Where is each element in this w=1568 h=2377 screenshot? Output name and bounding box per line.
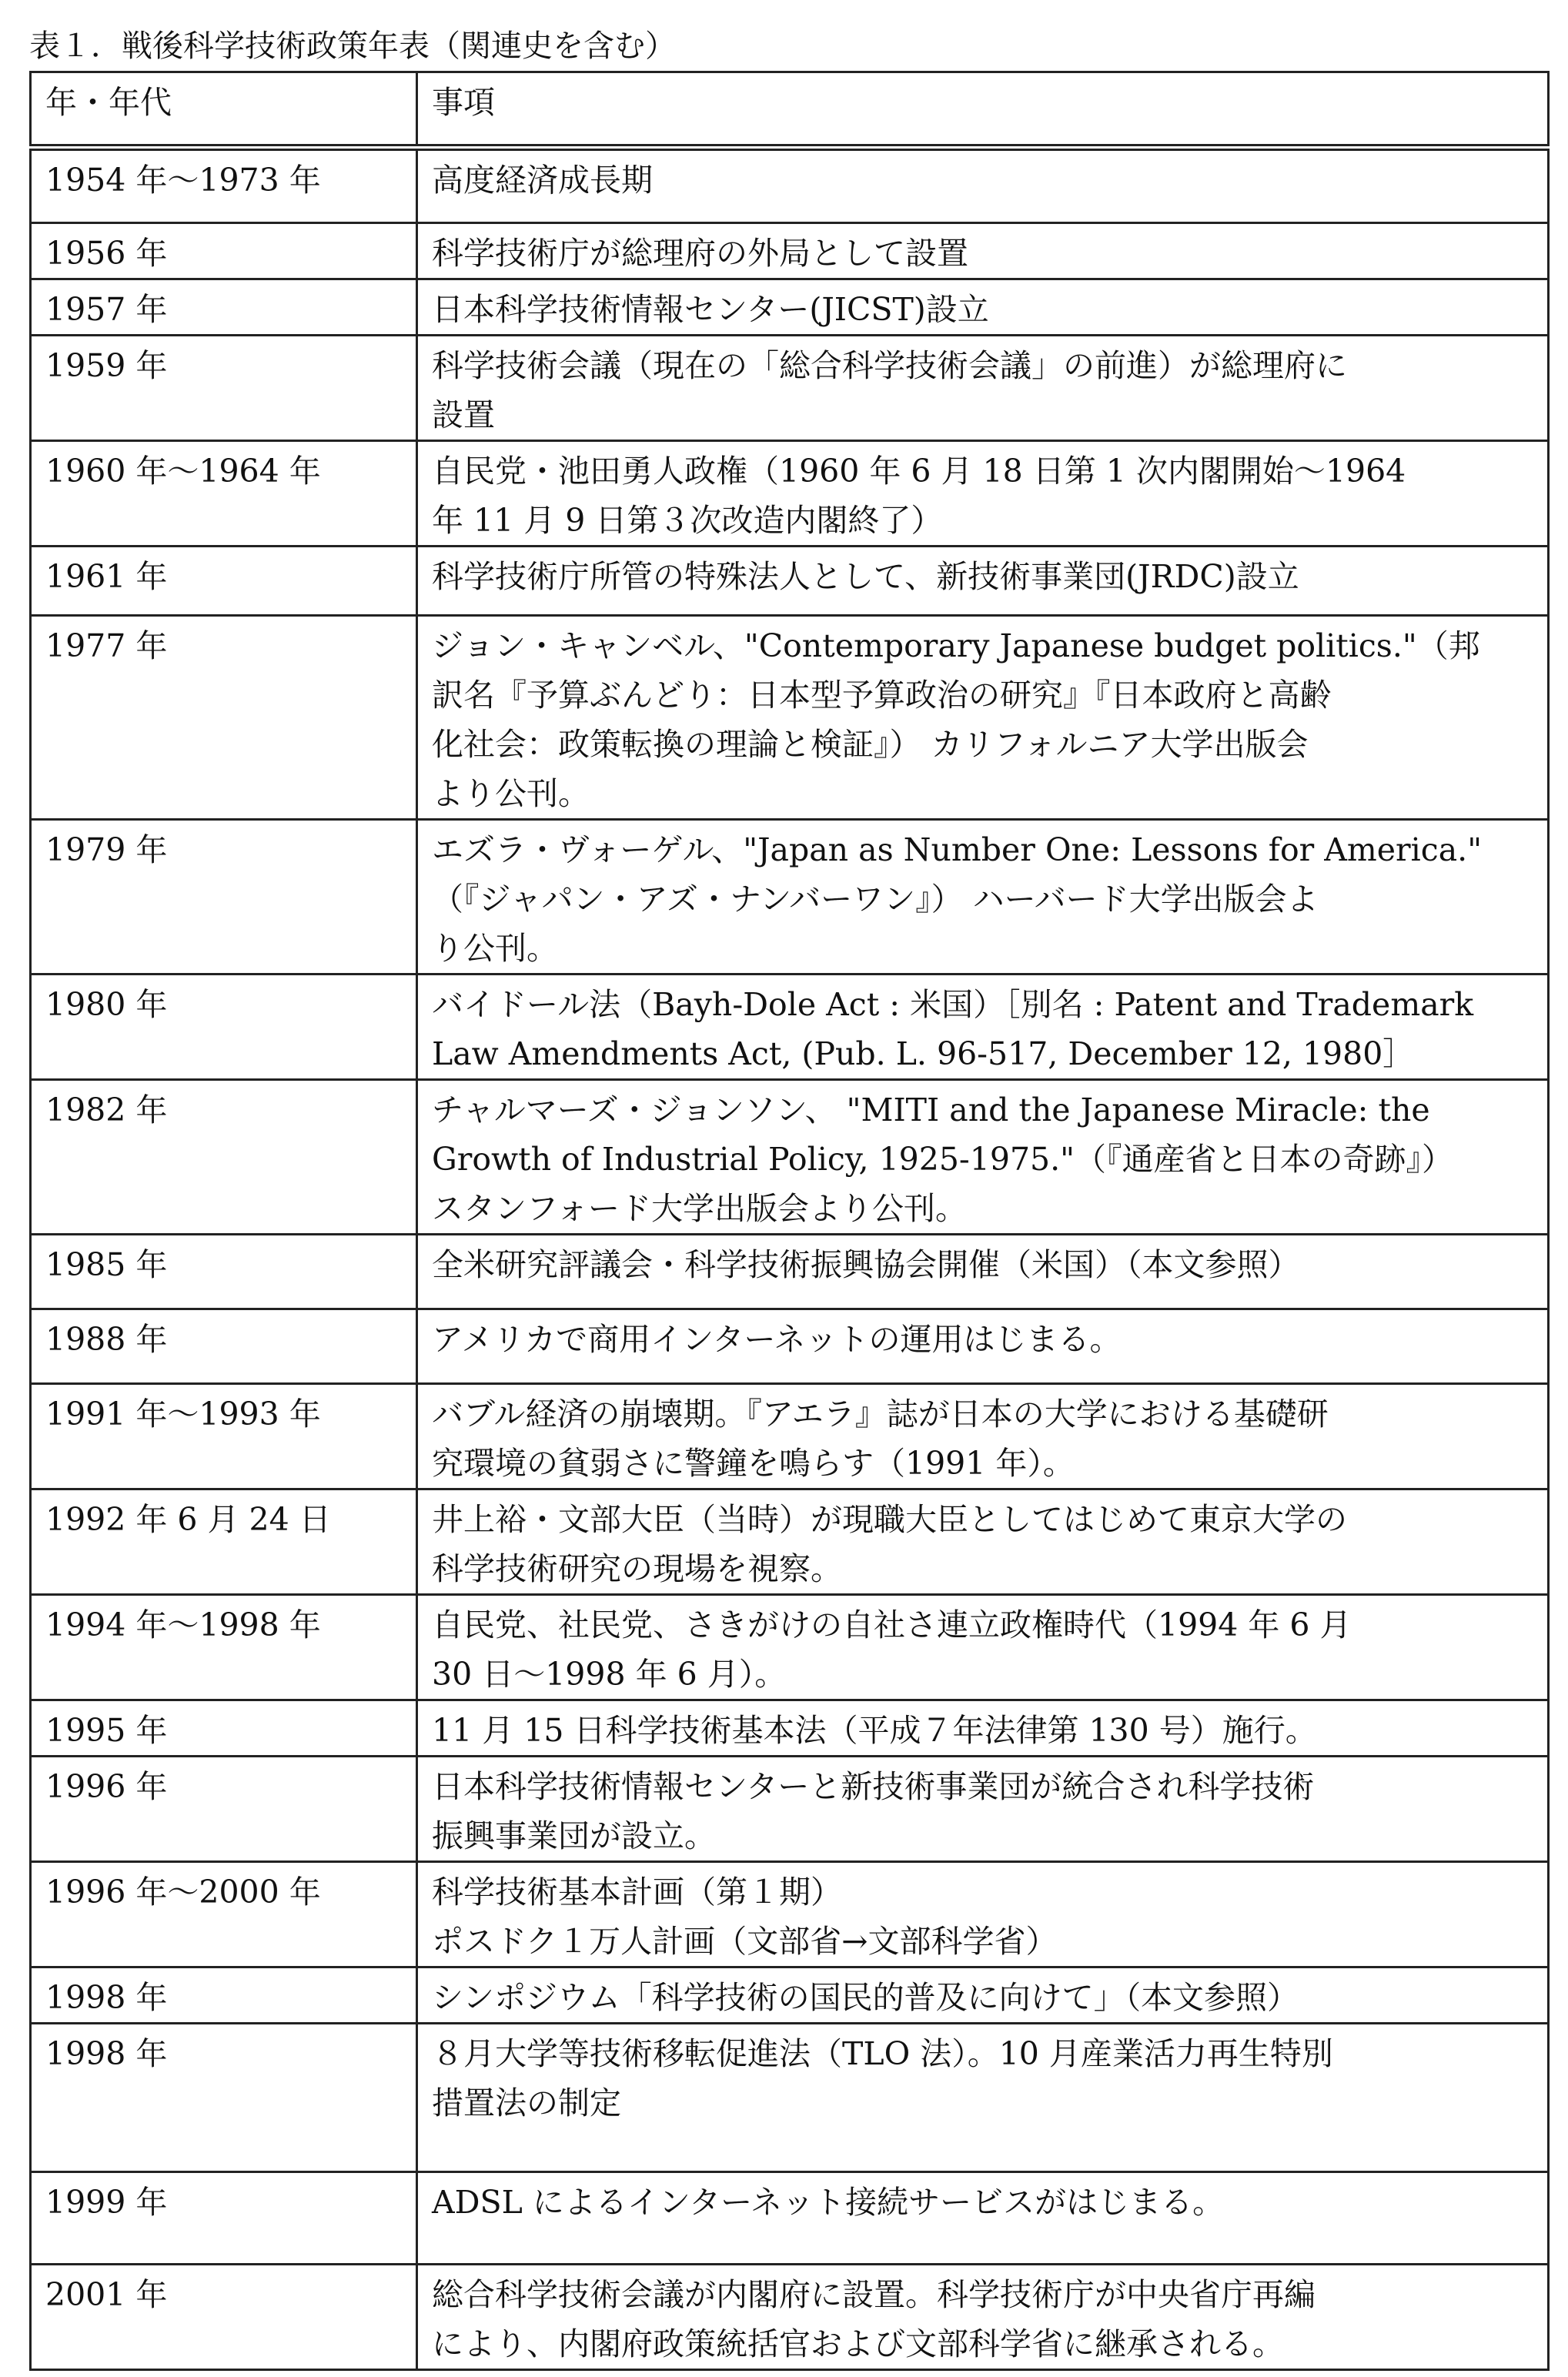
row-event: チャルマーズ・ジョンソン、 "MITI and the Japanese Miracle: the Growth of Industrial Policy, 1925-1975."（『通産省と日本の奇跡』） スタンフォード大学出版会より公刊。 (417, 1080, 1549, 1235)
row-year: 1994 年～1998 年 (31, 1595, 417, 1700)
row-year: 1980 年 (31, 975, 417, 1080)
row-event: エズラ・ヴォーゲル、"Japan as Number One: Lessons for America." （『ジャパン・アズ・ナンバーワン』） ハーバード大学出版会よ り公刊。 (417, 820, 1549, 975)
table-row (31, 1757, 1549, 1862)
row-event: アメリカで商用インターネットの運用はじまる。 (417, 1309, 1549, 1384)
row-event: 科学技術庁が総理府の外局として設置 (417, 223, 1549, 279)
table-row (31, 2265, 1549, 2370)
row-year: 1960 年～1964 年 (31, 441, 417, 547)
row-event: 高度経済成長期 (417, 148, 1549, 223)
table-row (31, 2172, 1549, 2265)
row-year: 1988 年 (31, 1309, 417, 1384)
table-row (31, 1489, 1549, 1595)
table-row (31, 1595, 1549, 1700)
row-year: 2001 年 (31, 2265, 417, 2370)
timeline-table (29, 71, 1550, 2371)
row-year: 1977 年 (31, 616, 417, 820)
table-row (31, 1384, 1549, 1489)
table-row (31, 279, 1549, 336)
table-row (31, 1235, 1549, 1309)
row-event: 科学技術会議（現在の「総合科学技術会議」の前進）が総理府に 設置 (417, 336, 1549, 441)
row-year: 1998 年 (31, 1967, 417, 2024)
table-row (31, 1862, 1549, 1967)
row-year: 1982 年 (31, 1080, 417, 1235)
row-event: 自民党・池田勇人政権（1960 年 6 月 18 日第 1 次内閣開始～1964 年 11 月 9 日第３次改造内閣終了） (417, 441, 1549, 547)
row-event: ADSL によるインターネット接続サービスがはじまる。 (417, 2172, 1549, 2265)
table-row (31, 547, 1549, 616)
row-event: 全米研究評議会・科学技術振興協会開催（米国）（本文参照） (417, 1235, 1549, 1309)
column-header-year: 年・年代 (31, 72, 417, 148)
row-year: 1991 年～1993 年 (31, 1384, 417, 1489)
row-year: 1992 年 6 月 24 日 (31, 1489, 417, 1595)
table-row (31, 336, 1549, 441)
row-event: 自民党、社民党、さきがけの自社さ連立政権時代（1994 年 6 月 30 日～1998 年 6 月）。 (417, 1595, 1549, 1700)
row-event: バブル経済の崩壊期。『アエラ』誌が日本の大学における基礎研 究環境の貧弱さに警鐘を鳴らす（1991 年）。 (417, 1384, 1549, 1489)
row-event: 総合科学技術会議が内閣府に設置。科学技術庁が中央省庁再編 により、内閣府政策統括官および文部科学省に継承される。 (417, 2265, 1549, 2370)
row-year: 1985 年 (31, 1235, 417, 1309)
table-row (31, 223, 1549, 279)
row-year: 1998 年 (31, 2024, 417, 2172)
row-year: 1957 年 (31, 279, 417, 336)
row-event: シンポジウム「科学技術の国民的普及に向けて」（本文参照） (417, 1967, 1549, 2024)
table-row (31, 1967, 1549, 2024)
column-header-event: 事項 (417, 72, 1549, 148)
row-event: ジョン・キャンベル、"Contemporary Japanese budget politics."（邦 訳名『予算ぶんどり：日本型予算政治の研究』『日本政府と高齢 化社会：政策転換の理論と検証』） カリフォルニア大学出版会 より公刊。 (417, 616, 1549, 820)
table-header-row (31, 72, 1549, 148)
row-event: バイドール法（Bayh-Dole Act : 米国）［別名 : Patent and Trademark Law Amendments Act, (Pub. L. 96-517, December 12, 1980］ (417, 975, 1549, 1080)
row-year: 1961 年 (31, 547, 417, 616)
row-event: ８月大学等技術移転促進法（TLO 法）。10 月産業活力再生特別 措置法の制定 (417, 2024, 1549, 2172)
table-row (31, 1309, 1549, 1384)
row-event: 日本科学技術情報センター(JICST)設立 (417, 279, 1549, 336)
table-row (31, 1080, 1549, 1235)
table-row (31, 820, 1549, 975)
row-year: 1996 年～2000 年 (31, 1862, 417, 1967)
row-event: 井上裕・文部大臣（当時）が現職大臣としてはじめて東京大学の 科学技術研究の現場を視察。 (417, 1489, 1549, 1595)
table-row (31, 441, 1549, 547)
row-event: 日本科学技術情報センターと新技術事業団が統合され科学技術 振興事業団が設立。 (417, 1757, 1549, 1862)
row-year: 1996 年 (31, 1757, 417, 1862)
table-row (31, 1700, 1549, 1757)
table-row (31, 2024, 1549, 2172)
row-year: 1979 年 (31, 820, 417, 975)
table-row (31, 148, 1549, 223)
row-year: 1999 年 (31, 2172, 417, 2265)
table-caption: 表１．戦後科学技術政策年表（関連史を含む） (29, 28, 676, 64)
row-event: 科学技術基本計画（第１期） ポスドク１万人計画（文部省→文部科学省） (417, 1862, 1549, 1967)
table-row (31, 975, 1549, 1080)
row-year: 1995 年 (31, 1700, 417, 1757)
row-year: 1959 年 (31, 336, 417, 441)
row-year: 1956 年 (31, 223, 417, 279)
table-row (31, 616, 1549, 820)
row-event: 科学技術庁所管の特殊法人として、新技術事業団(JRDC)設立 (417, 547, 1549, 616)
row-year: 1954 年～1973 年 (31, 148, 417, 223)
row-event: 11 月 15 日科学技術基本法（平成７年法律第 130 号）施行。 (417, 1700, 1549, 1757)
